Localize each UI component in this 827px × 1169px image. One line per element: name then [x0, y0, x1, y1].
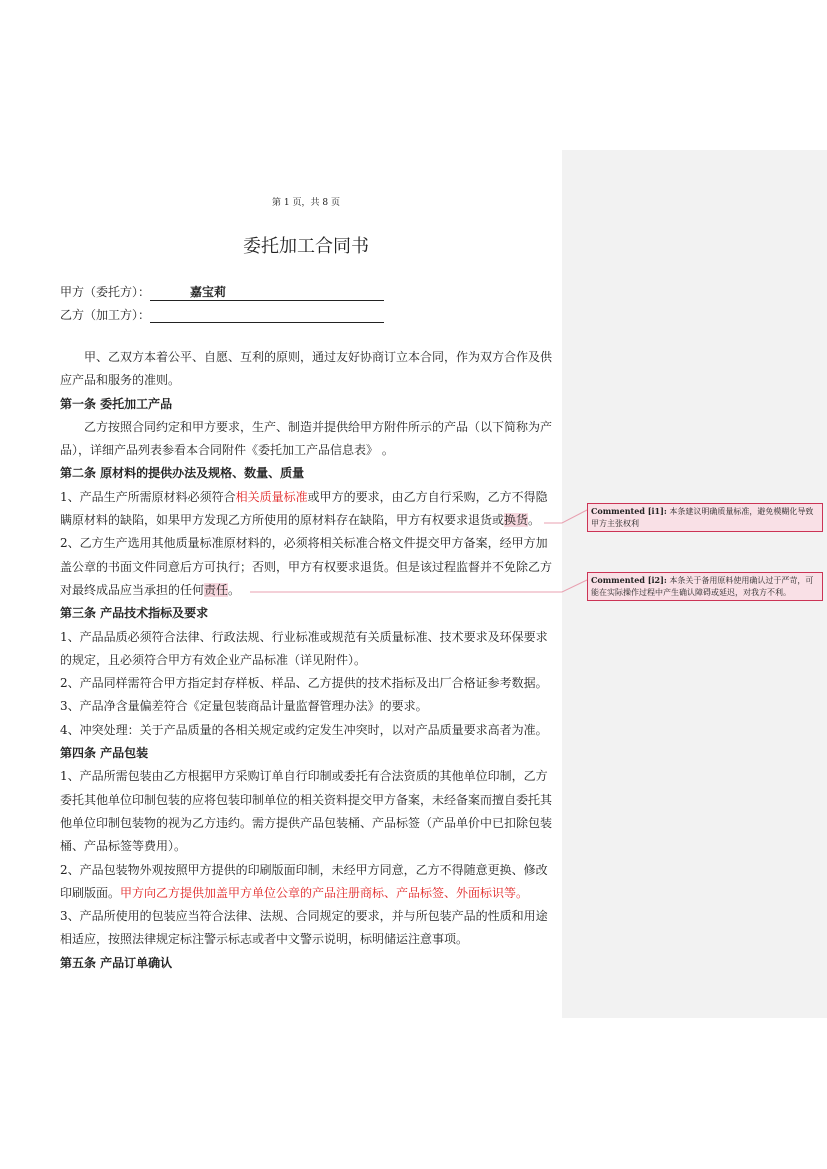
comment-bubble-1[interactable]: [587, 503, 823, 532]
party-b-value[interactable]: [150, 308, 384, 323]
section-4-paragraph-1: 1、产品所需包装由乙方根据甲方采购订单自行印制或委托有合法资质的其他单位印制，乙方委托其他单位印制包装的应将包装印制单位的相关资料提交甲方备案，未经备案而擅自委托其他单位印制包装物的视为乙方违约。需方提供产品包装桶、产品标签（产品单价中已扣除包装桶、产品标签等费用）。: [60, 769, 553, 854]
section-1-heading: 第一条 委托加工产品: [60, 396, 173, 411]
comment-label: Commented [i2]:: [591, 575, 667, 585]
intro-paragraph: 甲、乙双方本着公平、自愿、互利的原则，通过友好协商订立本合同，作为双方合作及供应产品和服务的准则。: [60, 350, 553, 388]
text-run: 。: [528, 513, 541, 528]
text-run: 2、产品包装物外观按照甲方提供的印刷版面印制，未经甲方同意，乙方不得随意更换、修改印刷版面。: [60, 862, 548, 900]
party-a-label: 甲方（委托方）：: [60, 285, 151, 299]
section-3-paragraph-2: 2、产品同样需符合甲方指定封存样板、样品、乙方提供的技术指标及出厂合格证参考数据。: [60, 676, 548, 691]
party-a-row: [60, 283, 384, 301]
red-text-run: 相关质量标准: [235, 489, 308, 504]
section-3-paragraph-3: 3、产品净含量偏差符合《定量包装商品计量监督管理办法》的要求。: [60, 699, 428, 714]
text-run: 1、产品生产所需原材料必须符合: [60, 489, 236, 504]
comment-text: 本条建议明确质量标准，避免模糊化导致甲方主张权利: [591, 507, 814, 528]
comment-label: Commented [i1]:: [591, 506, 667, 516]
section-3-heading: 第三条 产品技术指标及要求: [60, 606, 209, 621]
section-2-paragraph-1: [60, 486, 556, 533]
comment-bubble-2[interactable]: [587, 572, 823, 601]
section-2-paragraph-2: [60, 532, 556, 602]
party-a-value[interactable]: 嘉宝莉: [150, 283, 384, 301]
text-run: 或甲方的要求，由乙方自行采购，乙方不得隐瞒原材料的缺陷，如果甲方发现乙方所使用的原材料存在缺陷，甲方有权要求退货或: [60, 489, 548, 528]
party-b-row: [60, 306, 384, 323]
section-4-paragraph-2: [60, 859, 556, 906]
page-number: 第 1 页，共 8 页: [272, 198, 340, 208]
section-4-heading: 第四条 产品包装: [60, 746, 149, 761]
section-1-paragraph: 乙方按照合同约定和甲方要求，生产、制造并提供给甲方附件所示的产品（以下简称为产品），详细产品列表参看本合同附件《委托加工产品信息表》 。: [60, 419, 553, 458]
contract-body: [60, 346, 556, 975]
commented-text-2[interactable]: 责任: [204, 582, 229, 597]
section-2-heading: 第二条 原材料的提供办法及规格、数量、质量: [60, 466, 305, 481]
document-title: 委托加工合同书: [243, 236, 369, 257]
commented-text-1[interactable]: 换货: [504, 513, 529, 528]
party-b-label: 乙方（加工方）：: [60, 308, 151, 322]
comment-text: 本条关于备用原料使用确认过于严苛，可能在实际操作过程中产生确认障碍或延迟，对我方不利。: [591, 576, 814, 597]
text-run: 2、乙方生产选用其他质量标准原材料的，必须将相关标准合格文件提交甲方备案，经甲方加盖公章的书面文件同意后方可执行；否则，甲方有权要求退货。但是该过程监督并不免除乙方对最终成品应当承担的任何: [60, 536, 553, 597]
section-4-paragraph-3: 3、产品所使用的包装应当符合法律、法规、合同规定的要求，并与所包装产品的性质和用途相适应，按照法律规定标注警示标志或者中文警示说明，标明储运注意事项。: [60, 909, 548, 947]
red-text-run: 甲方向乙方提供加盖甲方单位公章的产品注册商标、产品标签、外面标识等。: [120, 885, 529, 900]
text-run: 。: [228, 582, 241, 597]
section-5-heading: 第五条 产品订单确认: [60, 955, 173, 970]
section-3-paragraph-1: 1、产品品质必须符合法律、行政法规、行业标准或规范有关质量标准、技术要求及环保要求的规定，且必须符合甲方有效企业产品标准（详见附件）。: [60, 629, 548, 667]
section-3-paragraph-4: 4、冲突处理：关于产品质量的各相关规定或约定发生冲突时，以对产品质量要求高者为准。: [60, 722, 548, 737]
